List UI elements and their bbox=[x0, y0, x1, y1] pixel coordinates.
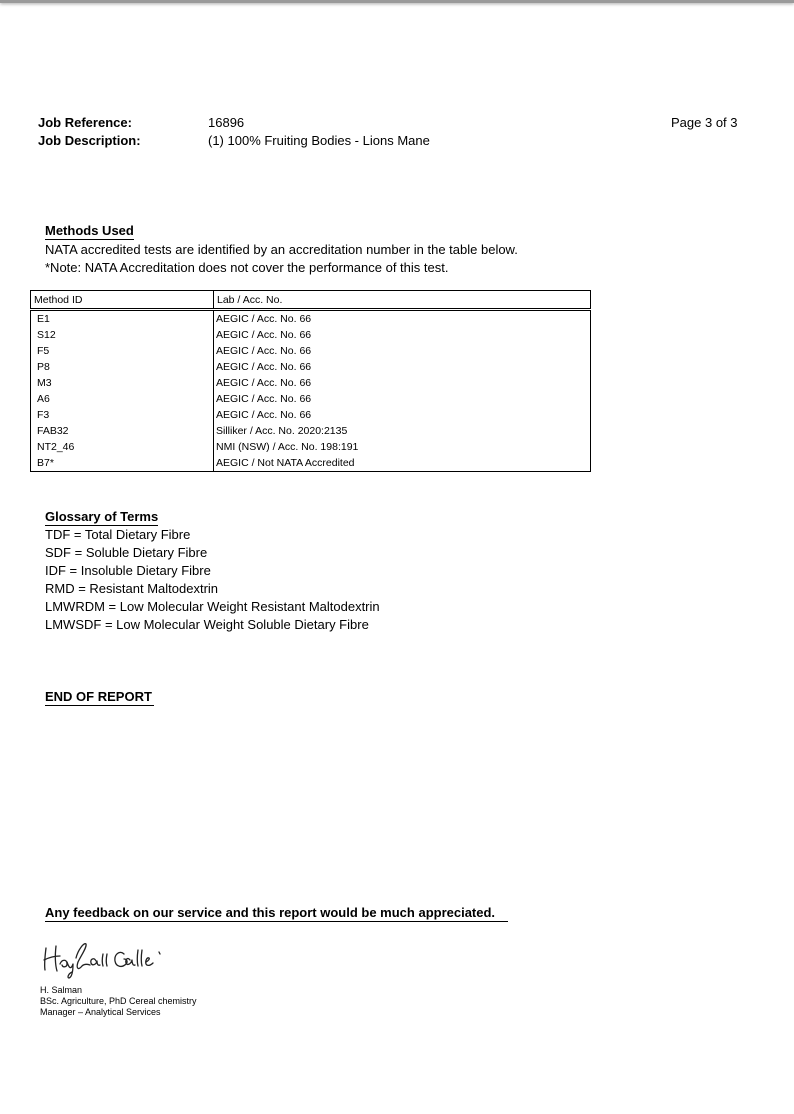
table-row bbox=[31, 310, 591, 328]
method-id-cell: A6 bbox=[31, 391, 214, 407]
methods-table bbox=[30, 290, 591, 472]
table-row bbox=[31, 375, 591, 391]
top-edge-shadow bbox=[0, 0, 794, 3]
glossary-title: Glossary of Terms bbox=[45, 509, 159, 524]
end-of-report: END OF REPORT bbox=[45, 689, 152, 704]
method-id-cell: M3 bbox=[31, 375, 214, 391]
glossary-item: LMWSDF = Low Molecular Weight Soluble Dietary Fibre bbox=[45, 617, 369, 632]
lab-cell: AEGIC / Acc. No. 66 bbox=[216, 409, 312, 421]
table-row bbox=[31, 343, 591, 359]
job-description-label: Job Description: bbox=[38, 133, 141, 148]
feedback-text: Any feedback on our service and this report would be much appreciated. bbox=[45, 905, 508, 922]
glossary-section bbox=[45, 508, 380, 634]
lab-cell: AEGIC / Acc. No. 66 bbox=[216, 345, 312, 357]
table-row bbox=[31, 327, 591, 343]
table-row bbox=[31, 455, 591, 472]
method-id-cell: NT2_46 bbox=[31, 439, 214, 455]
table-header-row bbox=[31, 291, 591, 310]
table-row bbox=[31, 391, 591, 407]
methods-section bbox=[45, 222, 518, 277]
signatory-block bbox=[40, 985, 197, 1018]
method-id-cell: FAB32 bbox=[31, 423, 214, 439]
method-id-cell: S12 bbox=[31, 327, 214, 343]
signatory-qualifications: BSc. Agriculture, PhD Cereal chemistry bbox=[40, 996, 197, 1006]
lab-cell: AEGIC / Acc. No. 66 bbox=[216, 329, 312, 341]
lab-cell: Silliker / Acc. No. 2020:2135 bbox=[216, 425, 348, 437]
table-row bbox=[31, 439, 591, 455]
lab-cell: AEGIC / Not NATA Accredited bbox=[216, 457, 355, 469]
page-indicator: Page 3 of 3 bbox=[671, 115, 738, 130]
lab-cell: AEGIC / Acc. No. 66 bbox=[216, 393, 312, 405]
signature-image bbox=[40, 938, 175, 980]
column-header-lab: Lab / Acc. No. bbox=[214, 291, 591, 310]
method-id-cell: F5 bbox=[31, 343, 214, 359]
glossary-item: TDF = Total Dietary Fibre bbox=[45, 527, 191, 542]
job-description-value: (1) 100% Fruiting Bodies - Lions Mane bbox=[208, 133, 430, 148]
method-id-cell: F3 bbox=[31, 407, 214, 423]
feedback-block bbox=[45, 904, 508, 922]
job-reference-value: 16896 bbox=[208, 115, 245, 130]
lab-cell: AEGIC / Acc. No. 66 bbox=[216, 361, 312, 373]
methods-title: Methods Used bbox=[45, 223, 134, 238]
end-of-report-block bbox=[45, 688, 154, 706]
method-id-cell: B7* bbox=[31, 455, 214, 472]
glossary-item: LMWRDM = Low Molecular Weight Resistant Maltodextrin bbox=[45, 599, 380, 614]
glossary-item: IDF = Insoluble Dietary Fibre bbox=[45, 563, 211, 578]
method-id-cell: P8 bbox=[31, 359, 214, 375]
table-row bbox=[31, 359, 591, 375]
table-row bbox=[31, 407, 591, 423]
signatory-role: Manager – Analytical Services bbox=[40, 1007, 161, 1017]
column-header-method-id: Method ID bbox=[31, 291, 214, 310]
lab-cell: AEGIC / Acc. No. 66 bbox=[216, 313, 312, 325]
lab-cell: AEGIC / Acc. No. 66 bbox=[216, 377, 312, 389]
method-id-cell: E1 bbox=[31, 310, 214, 328]
methods-note-disclaimer: *Note: NATA Accreditation does not cover the performance of this test. bbox=[45, 260, 449, 275]
lab-cell: NMI (NSW) / Acc. No. 198:191 bbox=[216, 441, 359, 453]
table-row bbox=[31, 423, 591, 439]
job-reference-label: Job Reference: bbox=[38, 115, 132, 130]
glossary-item: RMD = Resistant Maltodextrin bbox=[45, 581, 219, 596]
signatory-name: H. Salman bbox=[40, 985, 83, 995]
glossary-item: SDF = Soluble Dietary Fibre bbox=[45, 545, 208, 560]
methods-note-accredited: NATA accredited tests are identified by an accreditation number in the table below. bbox=[45, 242, 518, 257]
